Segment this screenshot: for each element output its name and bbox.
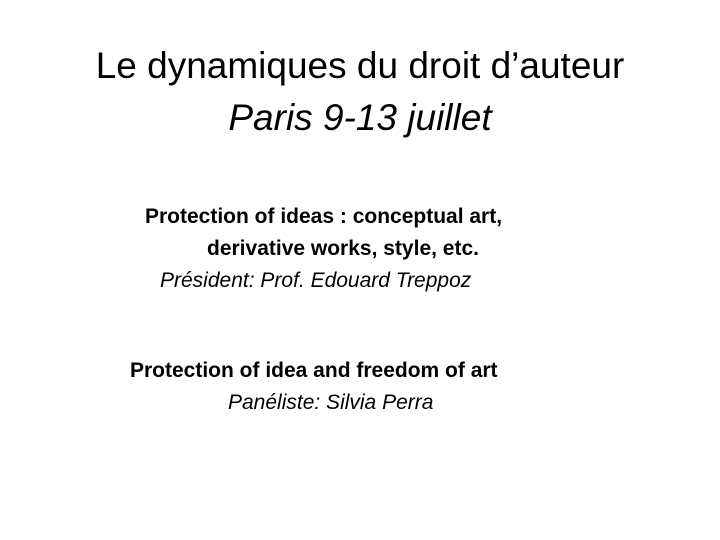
slide-subtitle: Paris 9-13 juillet [228, 97, 492, 138]
session-topic-line-2: derivative works, style, etc. [207, 237, 479, 260]
session-panelist [0, 355, 720, 419]
title-block [0, 40, 720, 144]
slide-title: Le dynamiques du droit d’auteur [95, 45, 625, 86]
session-panelist-name: Panéliste: Silvia Perra [228, 391, 434, 414]
session-president [0, 201, 720, 297]
session-president-name: Président: Prof. Edouard Treppoz [160, 269, 472, 292]
session-topic-line-1: Protection of ideas : conceptual art, [145, 205, 503, 228]
session-topic: Protection of idea and freedom of art [130, 359, 498, 382]
